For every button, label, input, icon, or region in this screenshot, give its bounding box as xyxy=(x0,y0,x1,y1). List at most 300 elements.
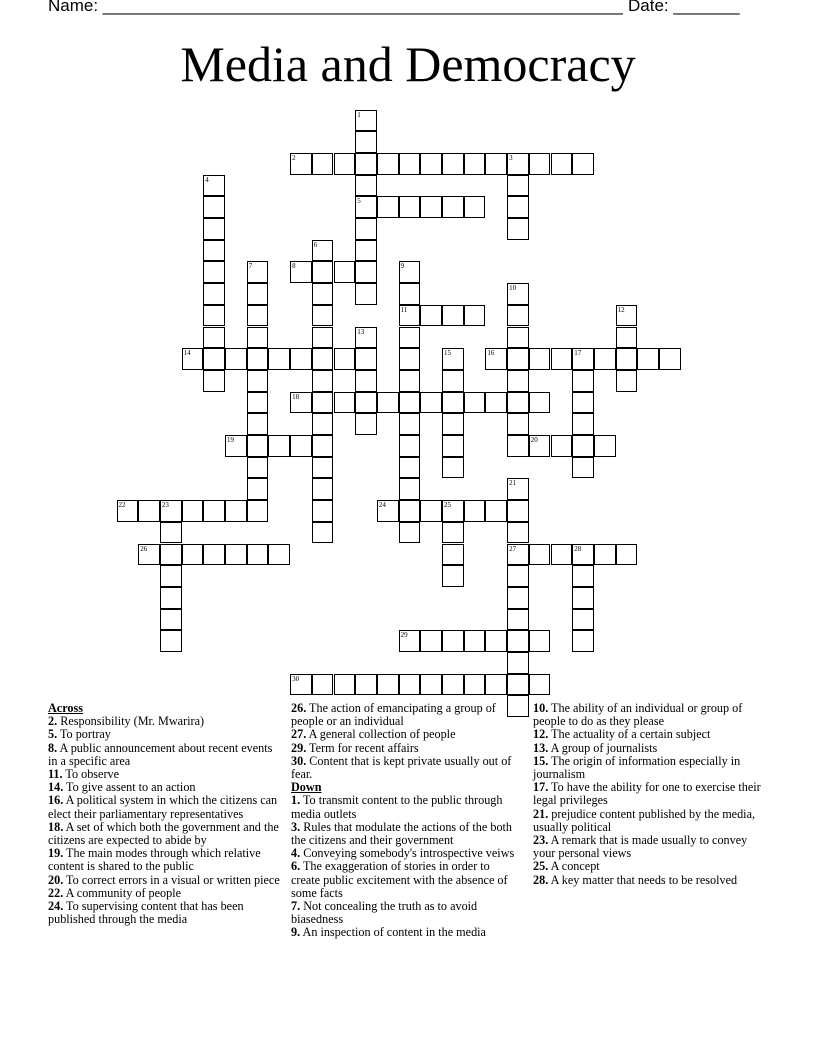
clue-item xyxy=(48,794,280,820)
crossword-cell[interactable] xyxy=(616,348,638,370)
crossword-cell[interactable] xyxy=(334,261,356,283)
crossword-cell[interactable] xyxy=(203,544,225,566)
clue-text: To observe xyxy=(62,767,120,782)
crossword-cell[interactable] xyxy=(182,500,204,522)
crossword-cell[interactable] xyxy=(442,370,464,392)
crossword-cell[interactable] xyxy=(507,500,529,522)
crossword-cell[interactable] xyxy=(442,457,464,479)
crossword-cell[interactable] xyxy=(507,565,529,587)
crossword-cell[interactable] xyxy=(420,674,442,696)
clue-text: A group of journalists xyxy=(548,740,658,755)
clue-number-label: 4. xyxy=(291,846,301,861)
crossword-cell[interactable] xyxy=(507,413,529,435)
crossword-cell[interactable] xyxy=(507,630,529,652)
clue-text: Not concealing the truth as to avoid biasedness xyxy=(291,899,478,927)
clue-text: Conveying somebody's introspective veiws xyxy=(300,846,515,861)
crossword-cell[interactable] xyxy=(182,544,204,566)
clue-text: To correct errors in a visual or written piece xyxy=(63,872,280,887)
crossword-cell[interactable] xyxy=(507,544,529,566)
crossword-cell[interactable] xyxy=(399,348,421,370)
crossword-cell[interactable] xyxy=(572,370,594,392)
crossword-cell[interactable] xyxy=(507,327,529,349)
clue-number-label: 8. xyxy=(48,740,58,755)
crossword-cell[interactable] xyxy=(312,522,334,544)
clue-number-label: 6. xyxy=(291,859,301,874)
crossword-cell[interactable] xyxy=(225,500,247,522)
clue-number-label: 30. xyxy=(291,753,307,768)
crossword-cell[interactable] xyxy=(442,674,464,696)
crossword-cell[interactable] xyxy=(399,522,421,544)
clue-text: The action of emancipating a group of people or an individual xyxy=(291,701,496,729)
clue-item xyxy=(291,900,521,926)
crossword-cell[interactable] xyxy=(442,392,464,414)
crossword-cell[interactable] xyxy=(355,153,377,175)
clue-number: 21 xyxy=(509,479,517,488)
clue-text: Rules that modulate the actions of the both the citizens and their government xyxy=(291,819,513,848)
crossword-cell[interactable] xyxy=(442,500,464,522)
crossword-cell[interactable] xyxy=(160,630,182,652)
crossword-cell[interactable] xyxy=(268,544,290,566)
clue-item xyxy=(533,755,763,781)
crossword-cell[interactable] xyxy=(507,153,529,175)
clue-number: 12 xyxy=(617,305,625,314)
clue-item xyxy=(533,834,763,860)
crossword-cell[interactable] xyxy=(507,370,529,392)
crossword-cell[interactable] xyxy=(225,544,247,566)
crossword-cell[interactable] xyxy=(420,392,442,414)
crossword-cell[interactable] xyxy=(312,261,334,283)
crossword-cell[interactable] xyxy=(442,522,464,544)
crossword-cell[interactable] xyxy=(290,435,312,457)
down-heading: Down xyxy=(291,780,322,795)
crossword-cell[interactable] xyxy=(507,305,529,327)
crossword-cell[interactable] xyxy=(572,348,594,370)
crossword-cell[interactable] xyxy=(442,630,464,652)
crossword-cell[interactable] xyxy=(507,283,529,305)
clue-text: To give assent to an action xyxy=(63,780,196,795)
crossword-cell[interactable] xyxy=(399,392,421,414)
crossword-cell[interactable] xyxy=(442,305,464,327)
crossword-cell[interactable] xyxy=(507,609,529,631)
crossword-cell[interactable] xyxy=(377,196,399,218)
crossword-cell[interactable] xyxy=(247,413,269,435)
crossword-cell[interactable] xyxy=(160,587,182,609)
crossword-cell[interactable] xyxy=(203,370,225,392)
crossword-cell[interactable] xyxy=(334,153,356,175)
clue-number: 26 xyxy=(140,544,148,553)
crossword-cell[interactable] xyxy=(160,565,182,587)
crossword-cell[interactable] xyxy=(355,196,377,218)
crossword-cell[interactable] xyxy=(485,630,507,652)
crossword-cell[interactable] xyxy=(485,153,507,175)
clue-number: 19 xyxy=(227,436,234,444)
crossword-cell[interactable] xyxy=(225,435,247,457)
crossword-cell[interactable] xyxy=(399,674,421,696)
crossword-cell[interactable] xyxy=(138,544,160,566)
crossword-cell[interactable] xyxy=(312,435,334,457)
crossword-cell[interactable] xyxy=(529,392,551,414)
crossword-cell[interactable] xyxy=(203,500,225,522)
clue-number: 11 xyxy=(400,305,408,314)
clue-text: A key matter that needs to be resolved xyxy=(548,872,738,887)
crossword-cell[interactable] xyxy=(290,153,312,175)
crossword-cell[interactable] xyxy=(572,457,594,479)
crossword-cell[interactable] xyxy=(138,500,160,522)
crossword-cell[interactable] xyxy=(420,153,442,175)
crossword-cell[interactable] xyxy=(355,131,377,153)
crossword-cell[interactable] xyxy=(507,196,529,218)
crossword-cell[interactable] xyxy=(290,392,312,414)
crossword-cell[interactable] xyxy=(572,630,594,652)
crossword-cell[interactable] xyxy=(247,392,269,414)
clue-text: The exaggeration of stories in order to create public excitement with the absence of some facts xyxy=(291,859,508,900)
clue-number: 24 xyxy=(378,501,386,510)
crossword-cell[interactable] xyxy=(442,413,464,435)
crossword-cell[interactable] xyxy=(355,348,377,370)
crossword-cell[interactable] xyxy=(399,435,421,457)
crossword-cell[interactable] xyxy=(485,348,507,370)
clue-number: 10 xyxy=(509,284,517,293)
crossword-cell[interactable] xyxy=(464,630,486,652)
crossword-cell[interactable] xyxy=(268,435,290,457)
crossword-cell[interactable] xyxy=(312,478,334,500)
clue-number: 8 xyxy=(292,262,296,271)
clue-item xyxy=(48,847,280,873)
crossword-cell[interactable] xyxy=(203,175,225,197)
crossword-cell[interactable] xyxy=(312,674,334,696)
crossword-cell[interactable] xyxy=(572,587,594,609)
crossword-cell[interactable] xyxy=(203,196,225,218)
crossword-cell[interactable] xyxy=(312,327,334,349)
clue-item xyxy=(291,821,521,847)
page-title: Media and Democracy xyxy=(180,36,636,92)
clue-number-label: 12. xyxy=(533,727,549,742)
crossword-cell[interactable] xyxy=(377,392,399,414)
crossword-cell[interactable] xyxy=(507,652,529,674)
crossword-cell[interactable] xyxy=(572,544,594,566)
crossword-cell[interactable] xyxy=(420,305,442,327)
crossword-cell[interactable] xyxy=(442,153,464,175)
crossword-cell[interactable] xyxy=(203,348,225,370)
crossword-cell[interactable] xyxy=(290,261,312,283)
clue-number-label: 20. xyxy=(48,872,64,887)
clue-text: The ability of an individual or group of people to do as they please xyxy=(533,701,743,729)
clues-column-3 xyxy=(533,702,763,887)
clue-number-label: 16. xyxy=(48,793,64,808)
clue-text: The main modes through which relative content is shared to the public xyxy=(48,846,261,874)
crossword-cell[interactable] xyxy=(247,478,269,500)
clue-number: 30 xyxy=(292,674,300,683)
clue-number: 28 xyxy=(574,544,582,553)
crossword-cell[interactable] xyxy=(247,261,269,283)
crossword-cell[interactable] xyxy=(355,413,377,435)
across-clue-list xyxy=(48,715,280,926)
clue-item xyxy=(533,702,763,728)
clue-text: A remark that is made usually to convey your personal views xyxy=(533,833,748,861)
clue-number: 5 xyxy=(357,197,361,206)
clue-text: To portray xyxy=(57,727,111,742)
crossword-cell[interactable] xyxy=(442,565,464,587)
crossword-cell[interactable] xyxy=(268,348,290,370)
crossword-cell[interactable] xyxy=(442,435,464,457)
crossword-cell[interactable] xyxy=(399,457,421,479)
clue-number-label: 14. xyxy=(48,780,64,795)
crossword-cell[interactable] xyxy=(160,522,182,544)
name-field-line: Name: _______________________________________________________ xyxy=(48,0,623,15)
crossword-cell[interactable] xyxy=(464,500,486,522)
crossword-cell[interactable] xyxy=(334,392,356,414)
crossword-cell[interactable] xyxy=(247,544,269,566)
clue-number: 13 xyxy=(357,327,365,336)
crossword-cell[interactable] xyxy=(485,674,507,696)
crossword-cell[interactable] xyxy=(594,348,616,370)
clue-number-label: 24. xyxy=(48,899,64,914)
crossword-cell[interactable] xyxy=(442,544,464,566)
clue-number: 3 xyxy=(509,153,513,162)
clue-number: 15 xyxy=(444,349,451,358)
crossword-cell[interactable] xyxy=(616,370,638,392)
crossword-cell[interactable] xyxy=(616,544,638,566)
crossword-cell[interactable] xyxy=(529,630,551,652)
crossword-cell[interactable] xyxy=(290,674,312,696)
clue-text: Content that is kept private usually out of fear. xyxy=(291,753,512,782)
crossword-cell[interactable] xyxy=(399,153,421,175)
crossword-cell[interactable] xyxy=(529,348,551,370)
crossword-cell[interactable] xyxy=(399,305,421,327)
crossword-cell[interactable] xyxy=(637,348,659,370)
clue-text: A concept xyxy=(548,859,600,874)
crossword-cell[interactable] xyxy=(594,435,616,457)
crossword-cell[interactable] xyxy=(507,522,529,544)
clue-text: Responsibility (Mr. Mwarira) xyxy=(57,714,205,729)
clue-item xyxy=(291,926,521,939)
crossword-cell[interactable] xyxy=(399,478,421,500)
crossword-cell[interactable] xyxy=(464,674,486,696)
crossword-cell[interactable] xyxy=(464,153,486,175)
clue-number-label: 7. xyxy=(291,899,301,914)
crossword-cell[interactable] xyxy=(247,305,269,327)
crossword-cell[interactable] xyxy=(312,457,334,479)
clue-number: 4 xyxy=(205,175,209,184)
crossword-cell[interactable] xyxy=(355,370,377,392)
clue-text: A political system in which the citizens can elect their parliamentary representatives xyxy=(48,793,278,821)
crossword-cell[interactable] xyxy=(507,674,529,696)
crossword-cell[interactable] xyxy=(399,500,421,522)
crossword-cell[interactable] xyxy=(312,500,334,522)
crossword-cell[interactable] xyxy=(355,218,377,240)
crossword-cell[interactable] xyxy=(247,370,269,392)
crossword-cell[interactable] xyxy=(247,327,269,349)
crossword-cell[interactable] xyxy=(247,500,269,522)
crossword-cell[interactable] xyxy=(160,500,182,522)
crossword-cell[interactable] xyxy=(334,674,356,696)
crossword-cell[interactable] xyxy=(507,392,529,414)
crossword-cell[interactable] xyxy=(399,283,421,305)
crossword-cell[interactable] xyxy=(529,435,551,457)
crossword-cell[interactable] xyxy=(117,500,139,522)
clue-number: 6 xyxy=(313,240,318,249)
clue-number-label: 27. xyxy=(291,727,307,742)
crossword-cell[interactable] xyxy=(355,110,377,132)
clue-item xyxy=(533,781,763,807)
crossword-cell[interactable] xyxy=(203,261,225,283)
crossword-cell[interactable] xyxy=(529,674,551,696)
clue-number-label: 11. xyxy=(48,767,63,782)
clue-text: prejudice content published by the media, usually political xyxy=(533,806,756,834)
clue-item xyxy=(291,794,521,820)
crossword-cell[interactable] xyxy=(442,348,464,370)
clue-number-label: 9. xyxy=(291,925,301,940)
clue-text: Term for recent affairs xyxy=(306,740,419,755)
crossword-cell[interactable] xyxy=(572,392,594,414)
crossword-cell[interactable] xyxy=(616,305,638,327)
crossword-cell[interactable] xyxy=(377,153,399,175)
crossword-cell[interactable] xyxy=(399,261,421,283)
clues-column-1 xyxy=(48,702,280,926)
clue-number: 17 xyxy=(574,349,582,358)
crossword-cell[interactable] xyxy=(203,240,225,262)
crossword-cell[interactable] xyxy=(247,283,269,305)
clue-number: 20 xyxy=(530,436,538,444)
crossword-cell[interactable] xyxy=(355,283,377,305)
crossword-cell[interactable] xyxy=(420,630,442,652)
crossword-cell[interactable] xyxy=(290,348,312,370)
clue-text: A public announcement about recent events in a specific area xyxy=(48,740,273,768)
crossword-cell[interactable] xyxy=(507,218,529,240)
crossword-cell[interactable] xyxy=(572,609,594,631)
crossword-cell[interactable] xyxy=(312,348,334,370)
crossword-cell[interactable] xyxy=(594,544,616,566)
crossword-cell[interactable] xyxy=(312,153,334,175)
clue-number-label: 15. xyxy=(533,753,549,768)
crossword-cell[interactable] xyxy=(247,457,269,479)
crossword-cell[interactable] xyxy=(203,305,225,327)
across-clue-list-continued xyxy=(291,702,521,781)
crossword-cell[interactable] xyxy=(203,327,225,349)
clue-number-label: 22. xyxy=(48,885,64,900)
crossword-cell[interactable] xyxy=(507,478,529,500)
crossword-cell[interactable] xyxy=(355,392,377,414)
clue-number: 29 xyxy=(400,631,408,640)
crossword-cell[interactable] xyxy=(529,153,551,175)
crossword-cell[interactable] xyxy=(203,283,225,305)
crossword-cell[interactable] xyxy=(507,435,529,457)
crossword-cell[interactable] xyxy=(377,500,399,522)
clues-column-2 xyxy=(291,702,521,940)
crossword-cell[interactable] xyxy=(572,435,594,457)
crossword-cell[interactable] xyxy=(312,283,334,305)
crossword-cell[interactable] xyxy=(355,674,377,696)
crossword-cell[interactable] xyxy=(160,609,182,631)
clue-item xyxy=(533,874,763,887)
crossword-cell[interactable] xyxy=(247,348,269,370)
crossword-cell[interactable] xyxy=(464,392,486,414)
clue-number-label: 21. xyxy=(533,806,549,821)
crossword-cell[interactable] xyxy=(355,175,377,197)
crossword-cell[interactable] xyxy=(334,348,356,370)
crossword-cell[interactable] xyxy=(572,153,594,175)
clue-number: 2 xyxy=(292,153,296,162)
clue-number-label: 29. xyxy=(291,740,307,755)
clue-number-label: 28. xyxy=(533,872,549,887)
crossword-cell[interactable] xyxy=(355,327,377,349)
clue-number-label: 17. xyxy=(533,780,549,795)
clue-item xyxy=(48,900,280,926)
crossword-cell[interactable] xyxy=(551,435,573,457)
crossword-cell[interactable] xyxy=(529,544,551,566)
crossword-cell[interactable] xyxy=(312,305,334,327)
crossword-cell[interactable] xyxy=(312,240,334,262)
crossword-cell[interactable] xyxy=(399,630,421,652)
across-heading: Across xyxy=(48,701,83,715)
crossword-cell[interactable] xyxy=(616,327,638,349)
crossword-cell[interactable] xyxy=(355,261,377,283)
clue-text: A set of which both the government and the citizens are expected to abide by xyxy=(48,819,279,848)
crossword-cell[interactable] xyxy=(399,413,421,435)
clue-text: A general collection of people xyxy=(306,727,456,742)
crossword-cell[interactable] xyxy=(182,348,204,370)
crossword-cell[interactable] xyxy=(225,348,247,370)
crossword-cell[interactable] xyxy=(464,305,486,327)
crossword-cell[interactable] xyxy=(399,327,421,349)
clue-number-label: 18. xyxy=(48,819,64,834)
crossword-cell[interactable] xyxy=(572,413,594,435)
clue-number: 18 xyxy=(292,392,300,401)
clue-number-label: 5. xyxy=(48,727,58,742)
clue-item xyxy=(48,821,280,847)
crossword-cell[interactable] xyxy=(312,392,334,414)
clue-text: An inspection of content in the media xyxy=(300,925,486,940)
crossword-cell[interactable] xyxy=(442,196,464,218)
crossword-cell[interactable] xyxy=(464,196,486,218)
crossword-cell[interactable] xyxy=(507,175,529,197)
down-clue-list xyxy=(291,794,521,939)
clue-number-label: 26. xyxy=(291,701,307,715)
clue-number: 1 xyxy=(357,110,361,119)
crossword-cell[interactable] xyxy=(312,370,334,392)
clue-text: A community of people xyxy=(63,885,182,900)
crossword-cell[interactable] xyxy=(485,500,507,522)
crossword-cell[interactable] xyxy=(551,153,573,175)
clue-number-label: 23. xyxy=(533,833,549,848)
crossword-cell[interactable] xyxy=(377,674,399,696)
clue-item xyxy=(48,742,280,768)
crossword-cell[interactable] xyxy=(420,500,442,522)
clue-item xyxy=(291,755,521,781)
crossword-cell[interactable] xyxy=(355,240,377,262)
crossword-cell[interactable] xyxy=(507,587,529,609)
clue-item xyxy=(291,860,521,900)
crossword-cell[interactable] xyxy=(420,196,442,218)
crossword-cell[interactable] xyxy=(399,370,421,392)
clue-text: To supervising content that has been published through the media xyxy=(48,899,244,927)
crossword-cell[interactable] xyxy=(507,348,529,370)
crossword-cell[interactable] xyxy=(203,218,225,240)
crossword-cell[interactable] xyxy=(312,413,334,435)
crossword-cell[interactable] xyxy=(572,565,594,587)
clue-number: 25 xyxy=(444,501,451,510)
crossword-cell[interactable] xyxy=(659,348,681,370)
clue-number-label: 13. xyxy=(533,740,549,755)
crossword-cell[interactable] xyxy=(247,435,269,457)
crossword-cell[interactable] xyxy=(399,196,421,218)
clue-number: 9 xyxy=(400,262,405,271)
crossword-cell[interactable] xyxy=(485,392,507,414)
crossword-cell[interactable] xyxy=(551,544,573,566)
crossword-cell[interactable] xyxy=(160,544,182,566)
clue-number-label: 19. xyxy=(48,846,64,861)
crossword-cell[interactable] xyxy=(551,348,573,370)
